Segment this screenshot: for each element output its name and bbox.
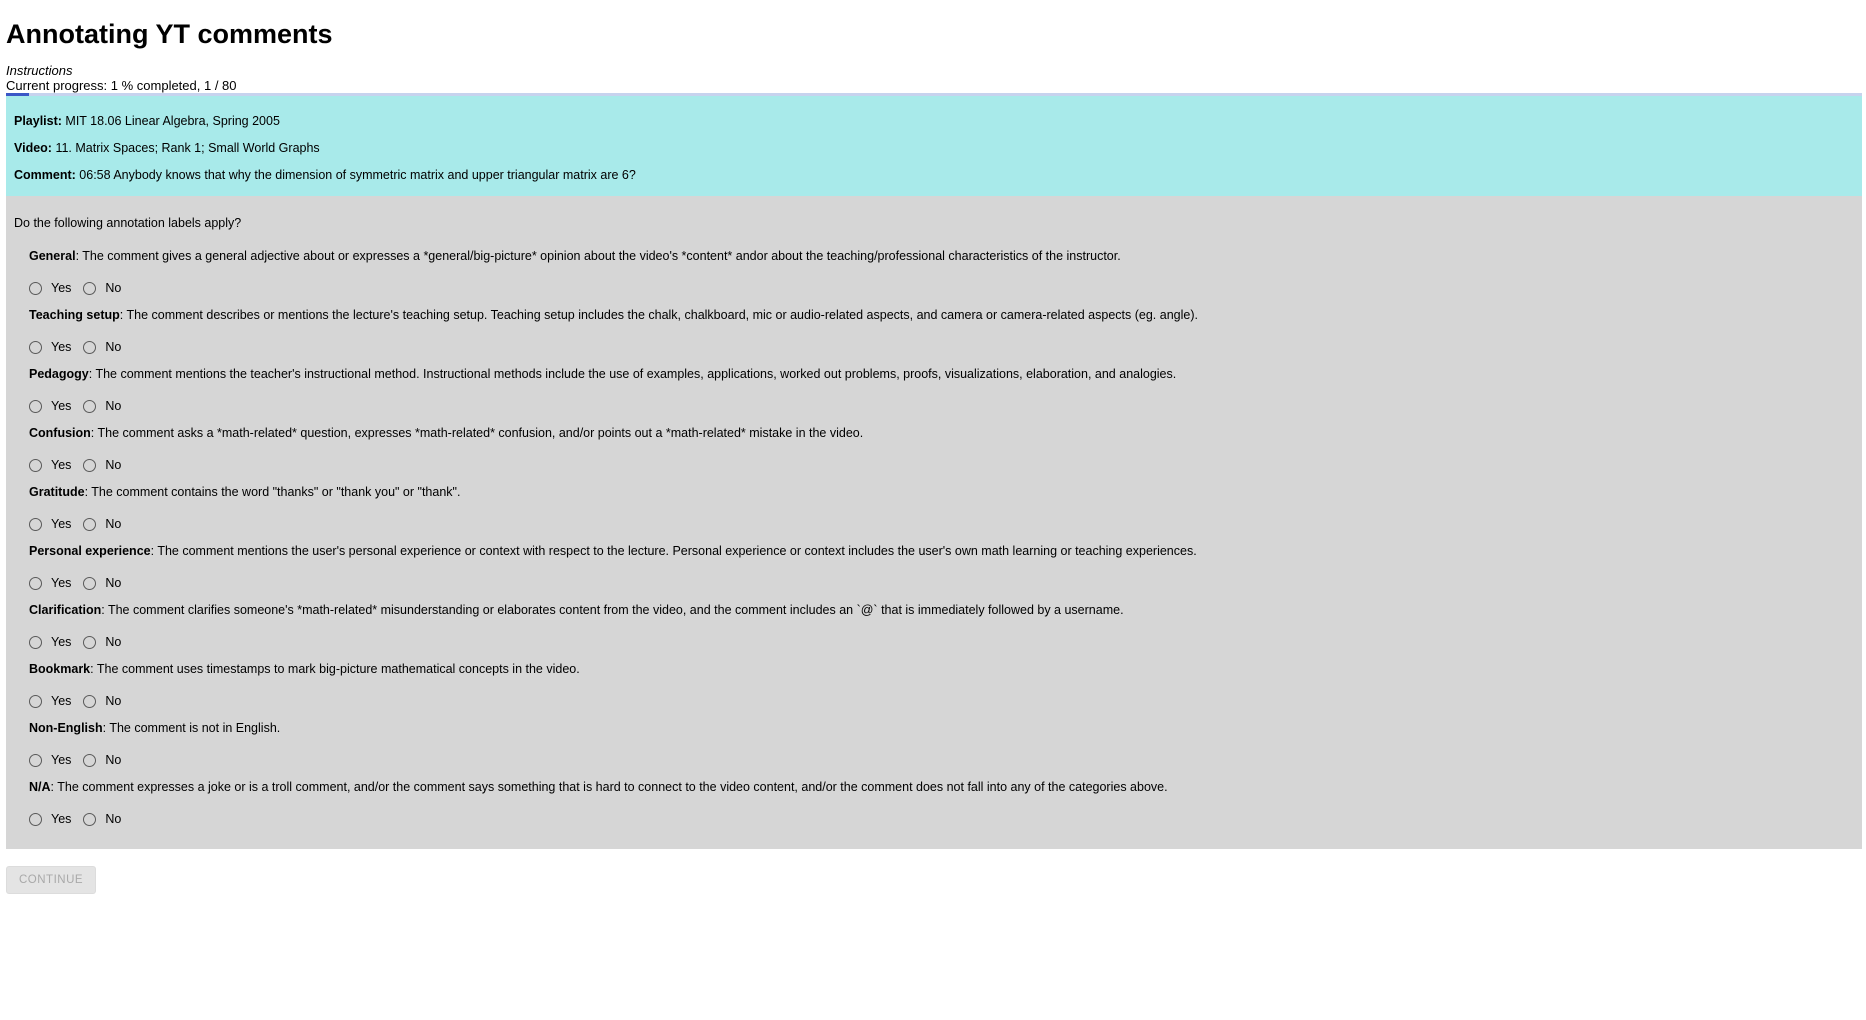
no-radio-button[interactable] — [83, 695, 96, 708]
annotation-label-item — [14, 780, 1854, 829]
label-definition: : The comment describes or mentions the lecture's teaching setup. Teaching setup includes the chalk, chalkboard, mic or audio-related aspects, and camera or camera-related aspects (eg. angle). — [119, 308, 1198, 322]
yes-radio-label: Yes — [51, 458, 72, 472]
label-description — [29, 485, 1854, 500]
yes-radio-option[interactable] — [29, 576, 71, 590]
label-definition: : The comment clarifies someone's *math-related* misunderstanding or elaborates content from the video, and the comment includes an `@` that is immediately followed by a username. — [101, 603, 1124, 617]
no-radio-button[interactable] — [83, 636, 96, 649]
yes-no-radio-group — [29, 396, 1854, 416]
label-definition: : The comment mentions the user's personal experience or context with respect to the lecture. Personal experience or context includes the user's own math learning or teaching experiences. — [150, 544, 1197, 558]
label-name: Confusion — [29, 426, 91, 440]
label-description — [29, 367, 1854, 382]
annotation-label-item — [14, 662, 1854, 711]
video-line — [14, 141, 1854, 156]
annotation-label-item — [14, 603, 1854, 652]
comment-info-panel — [6, 96, 1862, 196]
label-definition: : The comment mentions the teacher's instructional method. Instructional methods include the use of examples, applications, worked out problems, proofs, visualizations, elaboration, and analogies. — [88, 367, 1177, 381]
no-radio-option[interactable] — [83, 694, 121, 708]
label-name: General — [29, 249, 76, 263]
annotation-label-item — [14, 308, 1854, 357]
comment-line — [14, 168, 1854, 183]
label-definition: : The comment uses timestamps to mark big-picture mathematical concepts in the video. — [90, 662, 580, 676]
label-description — [29, 662, 1854, 677]
no-radio-label: No — [105, 694, 122, 708]
video-label: Video: — [14, 141, 52, 155]
yes-radio-option[interactable] — [29, 340, 71, 354]
no-radio-label: No — [105, 281, 122, 295]
no-radio-option[interactable] — [83, 635, 121, 649]
no-radio-button[interactable] — [83, 459, 96, 472]
label-name: Bookmark — [29, 662, 91, 676]
no-radio-option[interactable] — [83, 458, 121, 472]
yes-radio-button[interactable] — [29, 282, 42, 295]
label-name: Pedagogy — [29, 367, 89, 381]
comment-label: Comment: — [14, 168, 76, 182]
label-description — [29, 780, 1854, 795]
yes-radio-option[interactable] — [29, 399, 71, 413]
annotation-label-item — [14, 249, 1854, 298]
yes-radio-button[interactable] — [29, 813, 42, 826]
annotation-label-item — [14, 721, 1854, 770]
label-description — [29, 426, 1854, 441]
label-description — [29, 544, 1854, 559]
yes-radio-button[interactable] — [29, 341, 42, 354]
label-description — [29, 721, 1854, 736]
no-radio-button[interactable] — [83, 400, 96, 413]
yes-radio-label: Yes — [51, 694, 72, 708]
yes-radio-label: Yes — [51, 340, 72, 354]
annotation-label-item — [14, 426, 1854, 475]
no-radio-option[interactable] — [83, 753, 121, 767]
label-description — [29, 603, 1854, 618]
yes-radio-button[interactable] — [29, 695, 42, 708]
playlist-value: MIT 18.06 Linear Algebra, Spring 2005 — [61, 114, 280, 128]
yes-radio-label: Yes — [51, 812, 72, 826]
progress-bar-fill — [6, 93, 29, 96]
yes-radio-label: Yes — [51, 517, 72, 531]
annotation-label-item — [14, 544, 1854, 593]
yes-radio-button[interactable] — [29, 518, 42, 531]
no-radio-button[interactable] — [83, 754, 96, 767]
yes-radio-option[interactable] — [29, 635, 71, 649]
no-radio-button[interactable] — [83, 518, 96, 531]
yes-radio-label: Yes — [51, 281, 72, 295]
no-radio-option[interactable] — [83, 517, 121, 531]
yes-no-radio-group — [29, 809, 1854, 829]
label-name: Teaching setup — [29, 308, 120, 322]
yes-radio-label: Yes — [51, 576, 72, 590]
label-description — [29, 249, 1854, 264]
no-radio-button[interactable] — [83, 341, 96, 354]
no-radio-label: No — [105, 753, 122, 767]
label-definition: : The comment contains the word "thanks" or "thank you" or "thank". — [84, 485, 461, 499]
label-definition: : The comment gives a general adjective about or expresses a *general/big-picture* opinion about the video's *content* andor about the teaching/professional characteristics of the instructor. — [75, 249, 1121, 263]
no-radio-button[interactable] — [83, 813, 96, 826]
progress-bar — [6, 93, 1862, 96]
no-radio-button[interactable] — [83, 282, 96, 295]
yes-no-radio-group — [29, 750, 1854, 770]
annotation-labels-list — [14, 249, 1854, 829]
yes-radio-label: Yes — [51, 635, 72, 649]
comment-value: 06:58 Anybody knows that why the dimension of symmetric matrix and upper triangular matrix are 6? — [75, 168, 636, 182]
yes-radio-button[interactable] — [29, 577, 42, 590]
no-radio-label: No — [105, 517, 122, 531]
yes-no-radio-group — [29, 455, 1854, 475]
annotation-label-item — [14, 485, 1854, 534]
label-definition: : The comment is not in English. — [102, 721, 281, 735]
yes-no-radio-group — [29, 691, 1854, 711]
no-radio-option[interactable] — [83, 340, 121, 354]
annotation-label-item — [14, 367, 1854, 416]
yes-no-radio-group — [29, 632, 1854, 652]
yes-radio-option[interactable] — [29, 694, 71, 708]
yes-radio-option[interactable] — [29, 753, 71, 767]
no-radio-label: No — [105, 576, 122, 590]
no-radio-label: No — [105, 399, 122, 413]
instructions-link[interactable]: Instructions — [6, 63, 73, 78]
yes-radio-label: Yes — [51, 399, 72, 413]
no-radio-label: No — [105, 458, 122, 472]
label-name: Non-English — [29, 721, 103, 735]
yes-no-radio-group — [29, 278, 1854, 298]
no-radio-label: No — [105, 812, 122, 826]
yes-no-radio-group — [29, 337, 1854, 357]
yes-no-radio-group — [29, 514, 1854, 534]
label-name: Clarification — [29, 603, 102, 617]
label-description — [29, 308, 1854, 323]
no-radio-option[interactable] — [83, 399, 121, 413]
yes-radio-option[interactable] — [29, 458, 71, 472]
playlist-label: Playlist: — [14, 114, 62, 128]
label-name: N/A — [29, 780, 51, 794]
no-radio-button[interactable] — [83, 577, 96, 590]
yes-radio-option[interactable] — [29, 281, 71, 295]
label-definition: : The comment expresses a joke or is a troll comment, and/or the comment says something that is hard to connect to the video content, and/or the comment does not fall into any of the categories above. — [50, 780, 1168, 794]
yes-radio-button[interactable] — [29, 400, 42, 413]
no-radio-label: No — [105, 340, 122, 354]
annotation-question: Do the following annotation labels apply? — [14, 216, 242, 230]
yes-radio-button[interactable] — [29, 636, 42, 649]
progress-text: Current progress: 1 % completed, 1 / 80 — [6, 78, 237, 93]
no-radio-label: No — [105, 635, 122, 649]
page-title: Annotating YT comments — [6, 19, 333, 49]
yes-no-radio-group — [29, 573, 1854, 593]
video-value: 11. Matrix Spaces; Rank 1; Small World Graphs — [51, 141, 320, 155]
label-definition: : The comment asks a *math-related* question, expresses *math-related* confusion, and/or points out a *math-related* mistake in the video. — [90, 426, 864, 440]
no-radio-option[interactable] — [83, 812, 121, 826]
yes-radio-label: Yes — [51, 753, 72, 767]
annotation-panel — [6, 196, 1862, 849]
no-radio-option[interactable] — [83, 281, 121, 295]
label-name: Personal experience — [29, 544, 151, 558]
no-radio-option[interactable] — [83, 576, 121, 590]
playlist-line — [14, 114, 1854, 129]
yes-radio-option[interactable] — [29, 517, 71, 531]
yes-radio-option[interactable] — [29, 812, 71, 826]
label-name: Gratitude — [29, 485, 85, 499]
continue-button[interactable]: CONTINUE — [6, 866, 96, 894]
yes-radio-button[interactable] — [29, 459, 42, 472]
yes-radio-button[interactable] — [29, 754, 42, 767]
